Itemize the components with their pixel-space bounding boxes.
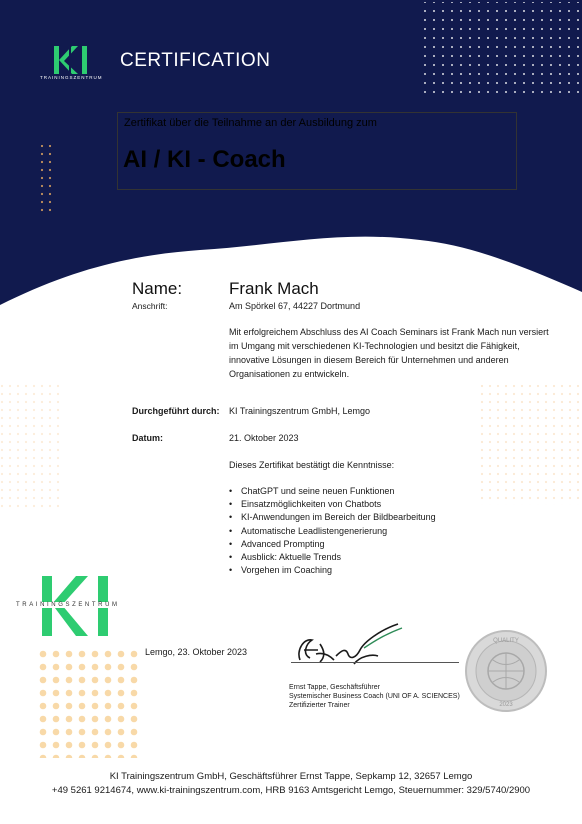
date-value: 21. Oktober 2023 bbox=[229, 433, 299, 443]
signature-line bbox=[291, 662, 459, 663]
name-value: Frank Mach bbox=[229, 279, 319, 298]
seal-year: 2023 bbox=[499, 702, 513, 708]
address-value: Am Spörkel 67, 44227 Dortmund bbox=[229, 301, 361, 311]
date-label: Datum: bbox=[132, 433, 163, 443]
list-item: • Ausblick: Aktuelle Trends bbox=[241, 551, 436, 564]
skills-list bbox=[229, 485, 436, 577]
list-item: • Advanced Prompting bbox=[241, 538, 436, 551]
place-date: Lemgo, 23. Oktober 2023 bbox=[145, 647, 248, 657]
conducted-label: Durchgeführt durch: bbox=[132, 406, 220, 416]
footer-contact: +49 5261 9214674, www.ki-trainingszentrum.com, HRB 9163 Amtsgericht Lemgo, Steuernummer: 329/5740/2900 bbox=[51, 785, 531, 796]
course-title: AI / KI - Coach bbox=[123, 146, 286, 173]
list-item: • KI-Anwendungen im Bereich der Bildbearbeitung bbox=[241, 511, 436, 524]
signer-name: Ernst Tappe, Geschäftsführer bbox=[289, 684, 380, 691]
address-label: Anschrift: bbox=[132, 301, 168, 311]
signer-certification: Zertifizierter Trainer bbox=[289, 702, 350, 709]
list-item: • Vorgehen im Coaching bbox=[241, 564, 436, 577]
footer-address: KI Trainingszentrum GmbH, Geschäftsführer Ernst Tappe, Sepkamp 12, 32657 Lemgo bbox=[109, 771, 473, 782]
seal-ring-text: QUALITY bbox=[493, 638, 519, 644]
logo-caption-large: TRAININGSZENTRUM bbox=[16, 602, 120, 608]
confirmation-text: Dieses Zertifikat bestätigt die Kenntnisse: bbox=[229, 460, 395, 470]
name-label: Name: bbox=[132, 279, 183, 298]
signer-block bbox=[289, 683, 460, 710]
conducted-value: KI Trainingszentrum GmbH, Lemgo bbox=[229, 406, 371, 416]
certification-title: CERTIFICATION bbox=[120, 50, 271, 71]
signer-role: Systemischer Business Coach (UNI OF A. SCIENCES) bbox=[289, 693, 460, 700]
logo-caption: TRAININGSZENTRUM bbox=[40, 75, 103, 80]
description-text: Mit erfolgreichem Abschluss des AI Coach Seminars ist Frank Mach nun versiert im Umgang mit verschiedenen KI-Technologien und besitzt die Fähigkeit, innovative Lösungen in diesem Bereich für Unternehmen und anderen Organisationen zu entwickeln. bbox=[229, 327, 549, 379]
quality-seal-icon bbox=[463, 628, 549, 714]
intro-text: Zertifikat über die Teilnahme an der Ausbildung zum bbox=[124, 117, 377, 129]
list-item: • Automatische Leadlistengenerierung bbox=[241, 525, 436, 538]
list-item: • ChatGPT und seine neuen Funktionen bbox=[241, 485, 436, 498]
list-item: • Einsatzmöglichkeiten von Chatbots bbox=[241, 498, 436, 511]
